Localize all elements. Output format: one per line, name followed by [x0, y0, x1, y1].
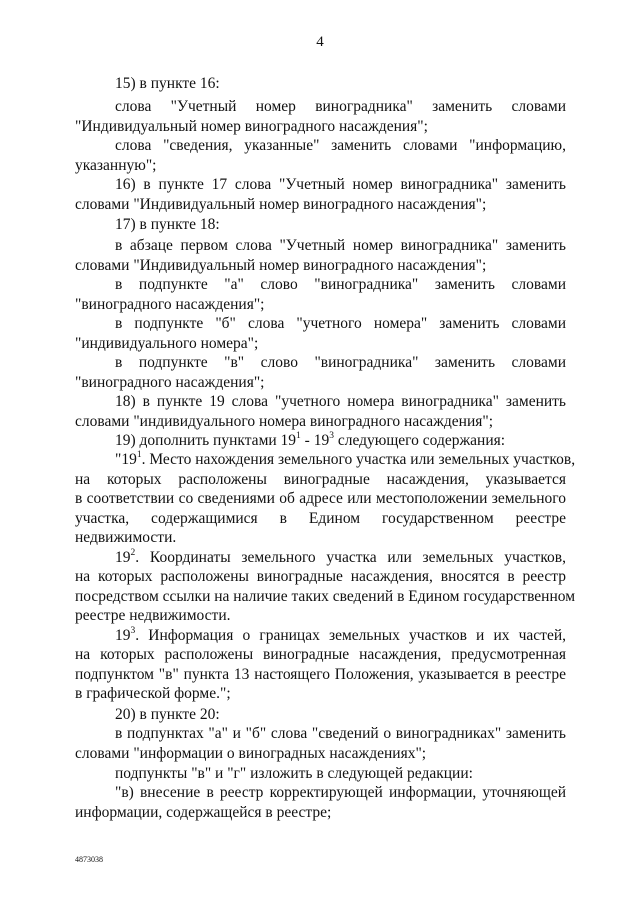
line-text: в подпунктах "а" и "б" слова "сведений о виноградниках" заменить — [115, 725, 566, 742]
line-text: подпункты "в" и "г" изложить в следующей редакции: — [115, 765, 473, 782]
text-line — [75, 296, 264, 314]
line-text: подпунктом "в" пункта 13 настоящего Положения, указывается в реестре — [75, 666, 566, 683]
line-text: "виноградного насаждения"; — [75, 296, 265, 313]
superscript: 2 — [130, 547, 136, 558]
line-text: 19 — [115, 627, 131, 644]
text-line — [115, 98, 566, 116]
line-text: информации, содержащейся в реестре; — [75, 804, 332, 821]
text-line — [75, 568, 566, 586]
line-text: в соответствии со сведениями об адресе или местоположении земельного — [75, 490, 566, 507]
text-line — [115, 449, 576, 469]
line-text: в подпункте "в" слово "виноградника" заменить словами — [115, 354, 566, 371]
line-text: словами "Индивидуальный номер виноградного насаждения"; — [75, 196, 487, 213]
text-line — [115, 393, 566, 411]
text-line — [115, 137, 566, 155]
text-line — [75, 413, 493, 431]
text-line — [75, 685, 231, 703]
line-text: . Место нахождения земельного участка или земельных участков, — [141, 451, 576, 468]
text-line — [115, 784, 566, 802]
line-text: 15) в пункте 16: — [115, 75, 220, 92]
superscript: 1 — [296, 430, 301, 441]
text-line — [115, 765, 473, 783]
line-text: в подпункте "б" слова "учетного номера" заменить словами — [115, 315, 566, 332]
superscript: 1 — [136, 449, 142, 460]
line-text: на которых расположены виноградные насаждения, предусмотренная — [75, 646, 566, 663]
text-line — [115, 725, 566, 743]
line-text: "в) внесение в реестр корректирующей информации, уточняющей — [115, 784, 566, 801]
text-line — [115, 75, 220, 93]
line-text: 18) в пункте 19 слова "учетного номера виноградника" заменить — [115, 393, 566, 410]
line-text: "индивидуального номера"; — [75, 335, 259, 352]
text-line — [115, 176, 566, 194]
text-line — [115, 549, 566, 567]
line-text: . Координаты земельного участка или земельных участков, — [135, 549, 566, 566]
line-text: "Индивидуальный номер виноградного насаждения"; — [75, 118, 428, 135]
text-line — [75, 804, 331, 822]
line-text: словами "индивидуального номера виноградного насаждения"; — [75, 413, 494, 430]
text-line — [75, 490, 566, 508]
text-line — [115, 354, 566, 372]
text-line — [75, 666, 566, 684]
text-line — [75, 646, 566, 664]
line-text: в абзаце первом слова "Учетный номер виноградника" заменить — [115, 237, 566, 254]
line-text: посредством ссылки на наличие таких сведений в Едином государственном — [75, 588, 576, 605]
superscript: 3 — [329, 430, 334, 441]
text-line — [75, 118, 428, 136]
text-line — [115, 237, 566, 255]
text-line — [75, 607, 230, 625]
line-text: 20) в пункте 20: — [115, 706, 220, 723]
text-line — [115, 276, 566, 294]
document-code: 4873038 — [75, 855, 103, 864]
line-text: 19) дополнить пунктами 19 — [115, 432, 297, 449]
line-text: "19 — [115, 451, 137, 468]
line-text: недвижимости. — [75, 529, 177, 546]
line-text: реестре недвижимости. — [75, 607, 231, 624]
text-line — [115, 216, 220, 234]
text-line — [75, 588, 576, 606]
text-line — [75, 745, 426, 763]
text-line — [75, 529, 176, 547]
text-line — [75, 257, 486, 275]
text-line — [75, 374, 264, 392]
text-line — [115, 627, 566, 645]
line-text: следующего содержания: — [333, 432, 506, 449]
line-text: словами "Индивидуальный номер виноградного насаждения"; — [75, 257, 487, 274]
text-line — [75, 510, 566, 528]
line-text: слова "Учетный номер виноградника" заменить словами — [115, 98, 566, 115]
line-text: указанную"; — [75, 157, 157, 174]
text-line — [115, 315, 566, 333]
line-text: 19 — [115, 549, 131, 566]
text-line — [75, 335, 258, 353]
text-line — [75, 157, 156, 175]
line-text: в подпункте "а" слово "виноградника" заменить словами — [115, 276, 566, 293]
line-text: участка, содержащимися в Едином государственном реестре — [75, 510, 566, 527]
page-number: 4 — [316, 34, 324, 50]
line-text: . Информация о границах земельных участков и их частей, — [135, 627, 566, 644]
line-text: "виноградного насаждения"; — [75, 374, 265, 391]
line-text: в графической форме."; — [75, 685, 231, 702]
line-text: слова "сведения, указанные" заменить словами "информацию, — [115, 137, 566, 154]
text-line — [75, 471, 566, 489]
text-line — [115, 706, 220, 724]
superscript: 3 — [130, 625, 136, 636]
line-text: на которых расположены виноградные насаждения, вносятся в реестр — [75, 568, 566, 585]
text-line — [115, 432, 505, 450]
line-text: 17) в пункте 18: — [115, 216, 220, 233]
line-text: - 19 — [300, 432, 330, 449]
line-text: словами "информации о виноградных насаждениях"; — [75, 745, 427, 762]
line-text: на которых расположены виноградные насаждения, указывается — [75, 471, 566, 488]
text-line — [75, 196, 486, 214]
line-text: 16) в пункте 17 слова "Учетный номер виноградника" заменить — [115, 176, 566, 193]
